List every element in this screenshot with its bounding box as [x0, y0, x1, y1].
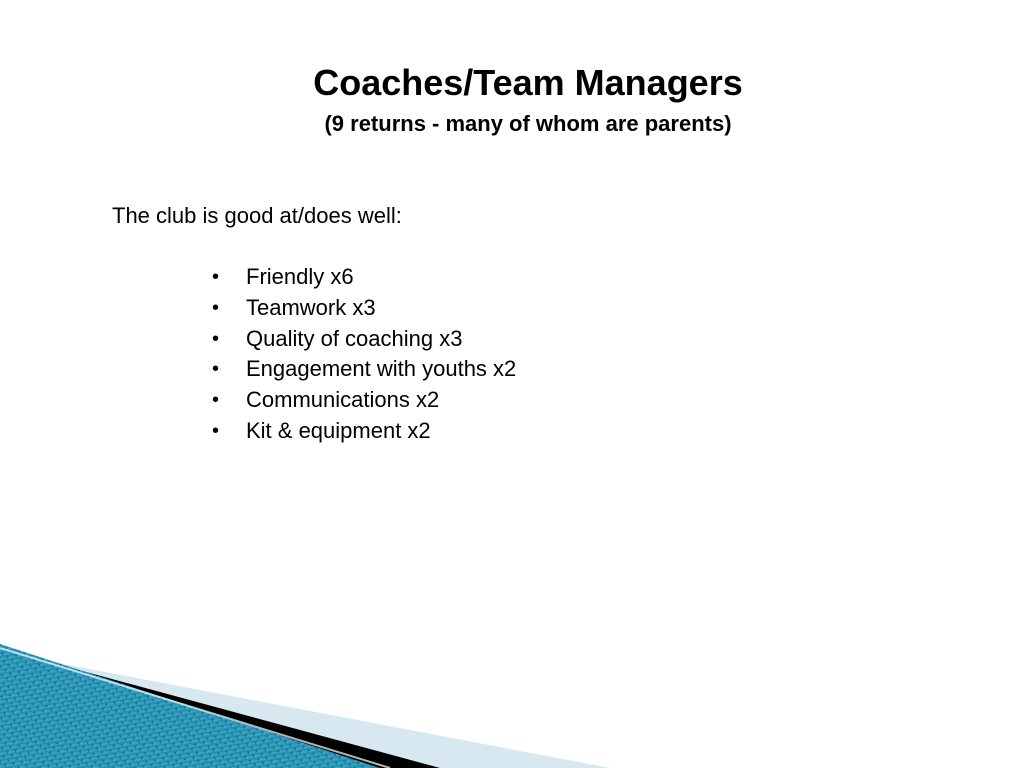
bullet-text: Communications x2 [246, 387, 440, 413]
bullet-item [212, 385, 516, 416]
bullet-icon: • [212, 327, 220, 350]
bullet-icon: • [212, 389, 220, 412]
bullet-item [212, 262, 516, 293]
slide-subtitle: (9 returns - many of whom are parents) [324, 111, 732, 136]
bullet-item [212, 416, 516, 447]
bullet-text: Friendly x6 [246, 264, 354, 289]
bullet-text: Kit & equipment x2 [246, 417, 431, 443]
bullet-text: Engagement with youths x2 [246, 356, 517, 382]
slide-title: Coaches/Team Managers [313, 62, 743, 103]
bullet-list [212, 262, 516, 447]
corner-swoosh-decoration [0, 638, 1024, 768]
bullet-item [212, 324, 516, 355]
bullet-icon: • [212, 358, 220, 381]
bullet-item [212, 354, 516, 385]
bullet-icon: • [212, 266, 220, 288]
bullet-icon: • [212, 296, 220, 319]
intro-text: The club is good at/does well: [112, 203, 402, 228]
bullet-text: Teamwork x3 [246, 294, 376, 320]
bullet-text: Quality of coaching x3 [246, 325, 463, 351]
bullet-icon: • [212, 419, 220, 442]
bullet-item [212, 293, 516, 324]
